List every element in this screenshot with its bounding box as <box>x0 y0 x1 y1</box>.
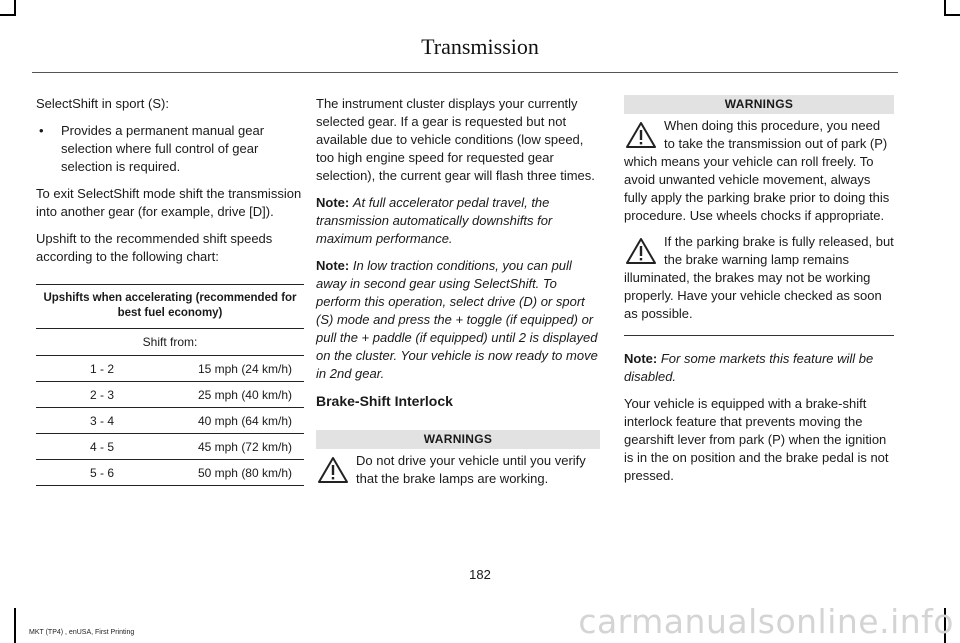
note <box>316 257 600 383</box>
column-1 <box>36 95 304 486</box>
paragraph: To exit SelectShift mode shift the transmission into another gear (for example, drive [D]). <box>36 186 302 219</box>
section-heading: Brake-Shift Interlock <box>316 393 453 409</box>
table-subheader: Shift from: <box>36 329 304 356</box>
warning-item <box>624 233 894 323</box>
table-row <box>36 460 304 486</box>
crop-mark <box>14 608 16 643</box>
gear-cell: 5 - 6 <box>36 460 168 486</box>
column-3 <box>624 95 894 494</box>
table-row <box>36 408 304 434</box>
speed-cell: 40 mph (64 km/h) <box>168 408 304 434</box>
header-divider <box>32 72 898 73</box>
crop-mark <box>944 0 946 16</box>
note-text: At full accelerator pedal travel, the transmission automatically downshifts for maximum performance. <box>316 195 553 246</box>
crop-mark <box>944 14 960 16</box>
crop-mark <box>0 14 14 16</box>
speed-cell: 45 mph (72 km/h) <box>168 434 304 460</box>
gear-cell: 2 - 3 <box>36 382 168 408</box>
warnings-header: WARNINGS <box>316 430 600 449</box>
footer-text: MKT (TP4) , enUSA, First Printing <box>29 629 135 636</box>
speed-cell: 50 mph (80 km/h) <box>168 460 304 486</box>
paragraph: Upshift to the recommended shift speeds according to the following chart: <box>36 231 273 264</box>
warning-item <box>624 117 894 225</box>
intro-text: SelectShift in sport (S): <box>36 96 169 111</box>
warning-triangle-icon <box>316 455 354 485</box>
divider <box>624 335 894 336</box>
page-number: 182 <box>469 567 491 582</box>
note-label: Note: <box>624 351 658 366</box>
warnings-header: WARNINGS <box>624 95 894 114</box>
paragraph: The instrument cluster displays your currently selected gear. If a gear is requested but not available due to vehicle conditions (low speed, too high engine speed for requested gear selection), the current gear will flash three times. <box>316 96 595 183</box>
warning-item <box>316 452 600 488</box>
paragraph: Your vehicle is equipped with a brake-shift interlock feature that prevents moving the gearshift lever from park (P) when the ignition is in the on position and the brake pedal is not pressed. <box>624 396 889 483</box>
warning-text: If the parking brake is fully released, but the brake warning lamp remains illuminated, the brakes may not be working properly. Have your vehicle checked as soon as possible. <box>624 234 894 321</box>
watermark: carmanualsonline.info <box>578 602 954 641</box>
warning-triangle-icon <box>624 120 662 150</box>
note <box>624 350 894 386</box>
crop-mark <box>14 0 16 16</box>
gear-cell: 1 - 2 <box>36 356 168 382</box>
warning-text: When doing this procedure, you need to take the transmission out of park (P) which means your vehicle can roll freely. To avoid unwanted vehicle movement, always fully apply the parking brake prior to doing this procedure. Use wheels chocks if appropriate. <box>624 118 890 223</box>
speed-cell: 15 mph (24 km/h) <box>168 356 304 382</box>
speed-cell: 25 mph (40 km/h) <box>168 382 304 408</box>
gear-cell: 3 - 4 <box>36 408 168 434</box>
warning-triangle-icon <box>624 236 662 266</box>
table-row <box>36 434 304 460</box>
warning-text: Do not drive your vehicle until you verify that the brake lamps are working. <box>356 453 586 486</box>
note-label: Note: <box>316 195 350 210</box>
table-row <box>36 356 304 382</box>
bullet-marker: • <box>39 123 44 138</box>
bullet-text: Provides a permanent manual gear selection where full control of gear selection is required. <box>61 123 265 174</box>
gear-cell: 4 - 5 <box>36 434 168 460</box>
table-header: Upshifts when accelerating (recommended for best fuel economy) <box>36 285 304 329</box>
note <box>316 194 600 248</box>
column-2 <box>316 95 600 496</box>
table-row <box>36 382 304 408</box>
shift-speed-table <box>36 284 304 486</box>
note-text: In low traction conditions, you can pull away in second gear using SelectShift. To perform this operation, select drive (D) or sport (S) mode and press the + toggle (if equipped) or pull the + paddle (if equipped) until 2 is displayed on the cluster. Your vehicle is now ready to move in 2nd gear. <box>316 258 598 381</box>
note-label: Note: <box>316 258 350 273</box>
bullet-item <box>36 122 304 176</box>
note-text: For some markets this feature will be disabled. <box>624 351 874 384</box>
page-title: Transmission <box>421 34 539 59</box>
